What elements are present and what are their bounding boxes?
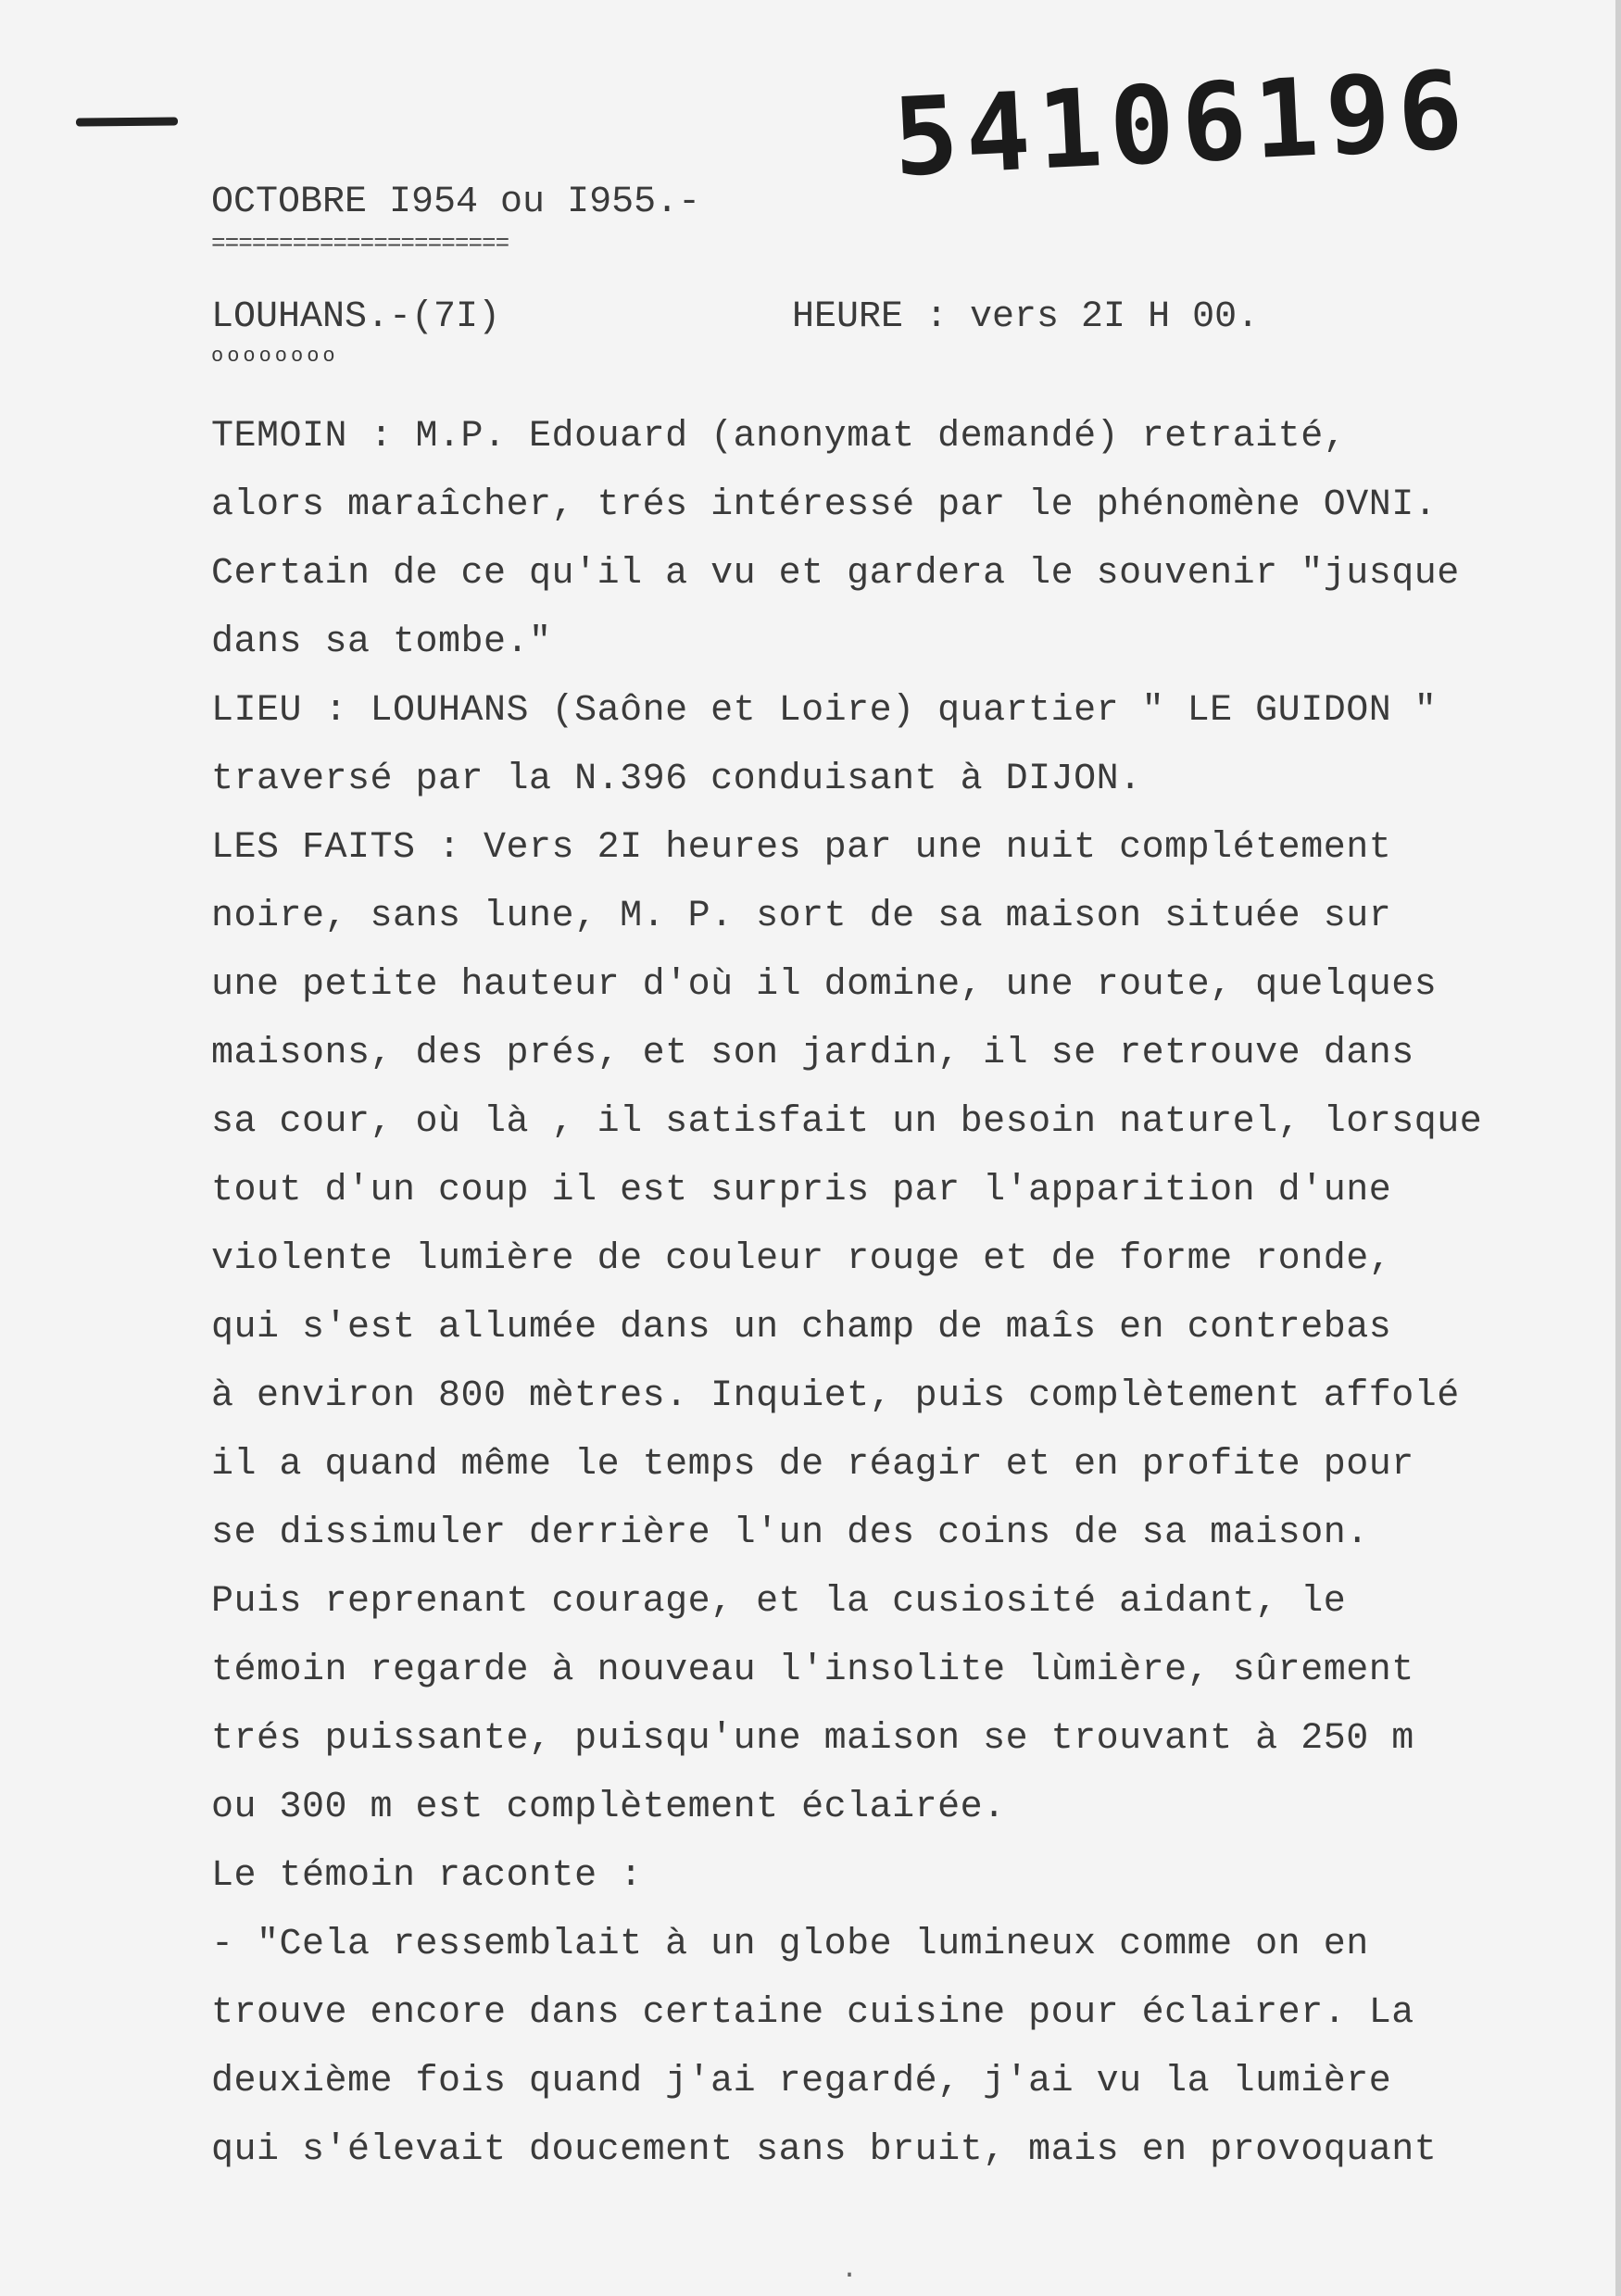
body-line: trouve encore dans certaine cuisine pour éclairer. La	[211, 1992, 1414, 2034]
date-underline: ======================	[211, 230, 509, 257]
body-line: qui s'est allumée dans un champ de maîs en contrebas	[211, 1307, 1392, 1349]
body-line: il a quand même le temps de réagir et en profite pour	[211, 1444, 1414, 1486]
body-line: maisons, des prés, et son jardin, il se retrouve dans	[211, 1033, 1414, 1074]
body-line: traversé par la N.396 conduisant à DIJON.	[211, 759, 1142, 800]
body-line: Certain de ce qu'il a vu et gardera le souvenir "jusque	[211, 553, 1460, 595]
body-line: alors maraîcher, trés intéressé par le phénomène OVNI.	[211, 484, 1438, 526]
page-edge	[1615, 0, 1621, 2296]
body-line: Le témoin raconte :	[211, 1855, 643, 1897]
body-line: - "Cela ressemblait à un globe lumineux comme on en	[211, 1924, 1369, 1965]
body-line: tout d'un coup il est surpris par l'apparition d'une	[211, 1170, 1392, 1211]
reference-number-stamp: 54106196	[890, 47, 1473, 202]
page-mark: ·	[841, 2260, 859, 2291]
body-line: dans sa tombe."	[211, 621, 552, 663]
body-line: se dissimuler derrière l'un des coins de sa maison.	[211, 1512, 1369, 1554]
body-line: trés puissante, puisqu'une maison se trouvant à 250 m	[211, 1718, 1414, 1760]
body-line: une petite hauteur d'où il domine, une route, quelques	[211, 964, 1438, 1006]
body-line: TEMOIN : M.P. Edouard (anonymat demandé) retraité,	[211, 416, 1347, 458]
time-header: HEURE : vers 2I H 00.	[792, 296, 1260, 338]
body-line: deuxième fois quand j'ai regardé, j'ai vu la lumière	[211, 2061, 1392, 2102]
body-line: qui s'élevait doucement sans bruit, mais en provoquant	[211, 2129, 1438, 2171]
place-header: LOUHANS.-(7I)	[211, 296, 501, 338]
body-line: témoin regarde à nouveau l'insolite lùmière, sûrement	[211, 1650, 1414, 1691]
body-line: Puis reprenant courage, et la cusiosité aidant, le	[211, 1581, 1347, 1623]
body-line: ou 300 m est complètement éclairée.	[211, 1787, 1006, 1828]
body-line: LES FAITS : Vers 2I heures par une nuit complétement	[211, 827, 1392, 869]
body-line: noire, sans lune, M. P. sort de sa maison située sur	[211, 896, 1392, 937]
body-line: sa cour, où là , il satisfait un besoin naturel, lorsque	[211, 1101, 1483, 1143]
staple-mark	[76, 117, 178, 126]
body-line: LIEU : LOUHANS (Saône et Loire) quartier " LE GUIDON "	[211, 690, 1438, 732]
place-underline: oooooooo	[211, 345, 339, 368]
body-line: violente lumière de couleur rouge et de forme ronde,	[211, 1238, 1392, 1280]
body-line: à environ 800 mètres. Inquiet, puis complètement affolé	[211, 1375, 1460, 1417]
date-header: OCTOBRE I954 ou I955.-	[211, 182, 701, 223]
